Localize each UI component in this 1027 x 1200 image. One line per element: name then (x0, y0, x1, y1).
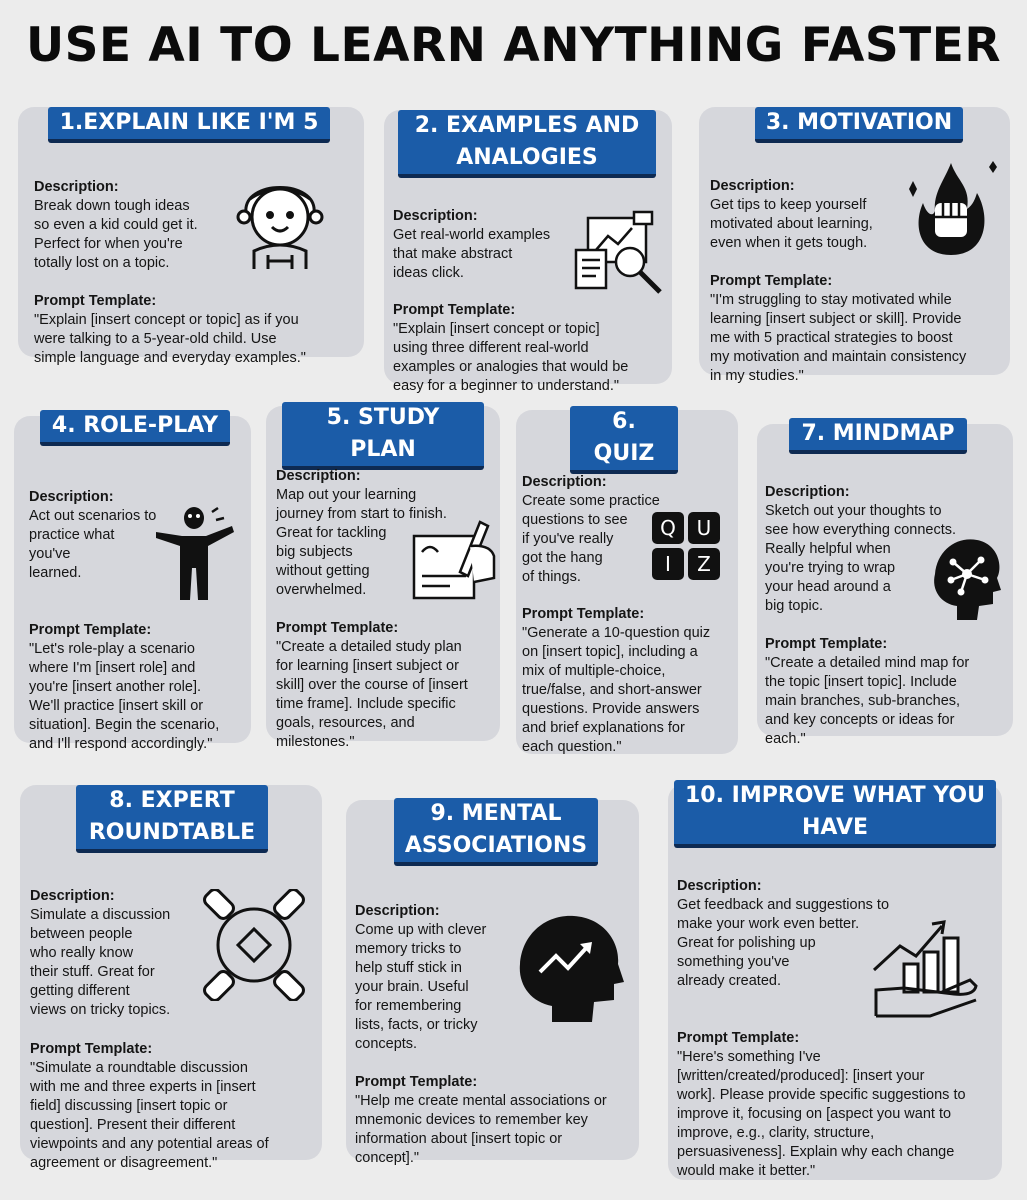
card-heading: 9. MENTAL ASSOCIATIONS (394, 798, 598, 866)
card-prompt: Prompt Template: "Generate a 10-question quiz on [insert topic], including a mix of multiple-choice, true/false, and short-answer questions. Provide answers and brief explanations for each question." (522, 606, 711, 755)
card-prompt: Prompt Template: "Here's something I've [written/created/produced]: [insert your work]. Please provide specific suggestions to improve it, focusing on [aspect you want to improve, e.g., clarity, structure, persuasiveness]. Explain why each change would make it better." (677, 1030, 966, 1179)
card-mental-associations (346, 800, 639, 1166)
card-examples-analogies (384, 110, 672, 394)
card-description: Description: Come up with clever memory tricks to help stuff stick in your brain. Useful for remembering lists, facts, or tricky concepts. (355, 903, 487, 1052)
head-trend-icon (518, 912, 624, 1029)
card-prompt: Prompt Template: "I'm struggling to stay motivated while learning [insert subject or skill]. Provide me with 5 practical strategies to boost my motivation and maintain consistency in my studies." (710, 273, 967, 384)
card-quiz (516, 410, 738, 754)
quiz-tile: U (688, 512, 720, 544)
card-description: Description: Act out scenarios to practice what you've learned. (29, 489, 157, 581)
card-description: Description: Get real-world examples that make abstract ideas click. (393, 208, 551, 281)
quiz-tile: I (652, 548, 684, 580)
quiz-tile: Q (652, 512, 684, 544)
head-network-icon (927, 534, 1003, 627)
card-heading: 3. MOTIVATION (755, 107, 963, 143)
card-heading: 8. EXPERT ROUNDTABLE (76, 785, 268, 853)
card-heading: 6. QUIZ (570, 406, 678, 474)
handshake-circle-icon (198, 889, 310, 1006)
quiz-tiles-icon (652, 512, 720, 580)
card-prompt: Prompt Template: "Simulate a roundtable discussion with me and three experts in [insert field] discussing [insert topic or question]. Present their different viewpoints and any potential areas of agreement or disagreement." (30, 1041, 269, 1171)
card-heading: 1.EXPLAIN LIKE I'M 5 (48, 107, 330, 143)
hand-writing-icon (410, 516, 498, 607)
card-motivation (699, 107, 1010, 384)
card-study-plan (266, 405, 500, 750)
page-title: USE AI TO LEARN ANYTHING FASTER (25, 18, 1002, 73)
card-mindmap (757, 421, 1013, 747)
card-expert-roundtable (20, 785, 322, 1171)
card-description: Description: Create some practice questions to see if you've really got the hang of things. (522, 474, 660, 585)
flaming-fist-icon (905, 159, 997, 262)
card-heading: 10. IMPROVE WHAT YOU HAVE (674, 780, 996, 848)
card-prompt: Prompt Template: "Explain [insert concept or topic] using three different real-world examples or analogies that would be easy for a beginner to understand." (393, 302, 629, 394)
card-heading: 2. EXAMPLES AND ANALOGIES (398, 110, 656, 178)
card-description: Description: Break down tough ideas so even a kid could get it. Perfect for when you're totally lost on a topic. (34, 179, 198, 271)
card-role-play (14, 413, 251, 752)
card-heading: 4. ROLE-PLAY (40, 410, 230, 446)
card-improve-what-you-have (668, 784, 1002, 1180)
card-heading: 7. MINDMAP (789, 418, 967, 454)
card-description: Description: Simulate a discussion between people who really know their stuff. Great for getting different views on tricky topics. (30, 888, 171, 1018)
hand-growth-chart-icon (870, 916, 982, 1025)
card-prompt: Prompt Template: "Let's role-play a scenario where I'm [insert role] and you're [insert another role]. We'll practice [insert skill or situation]. Begin the scenario, and I'll respond accordingly." (29, 622, 220, 752)
card-heading: 5. STUDY PLAN (282, 402, 484, 470)
card-prompt: Prompt Template: "Create a detailed mind map for the topic [insert topic]. Include main branches, sub-branches, and key concepts or ideas for each." (765, 636, 970, 747)
card-description: Description: Get tips to keep yourself motivated about learning, even when it gets tough. (710, 178, 873, 251)
card-description: Description: Get feedback and suggestions to make your work even better. Great for polishing up something you've already created. (677, 878, 890, 989)
quiz-tile: Z (688, 548, 720, 580)
card-description: Description: Map out your learning journey from start to finish. Great for tackling big subjects without getting overwhelmed. (276, 468, 447, 598)
card-prompt: Prompt Template: "Create a detailed study plan for learning [insert subject or skill] over the course of [insert time frame]. Include specific goals, resources, and milestones." (276, 620, 468, 750)
card-prompt: Prompt Template: "Help me create mental associations or mnemonic devices to remember key information about [insert topic or concept]." (355, 1074, 607, 1166)
card-prompt: Prompt Template: "Explain [insert concept or topic] as if you were talking to a 5-year-old child. Use simple language and everyday examples." (34, 293, 306, 366)
child-face-icon (232, 165, 328, 276)
masked-actor-icon (154, 506, 236, 607)
card-description: Description: Sketch out your thoughts to see how everything connects. Really helpful when you're trying to wrap your head around a big topic. (765, 484, 957, 614)
card-explain-like-5 (18, 107, 364, 366)
